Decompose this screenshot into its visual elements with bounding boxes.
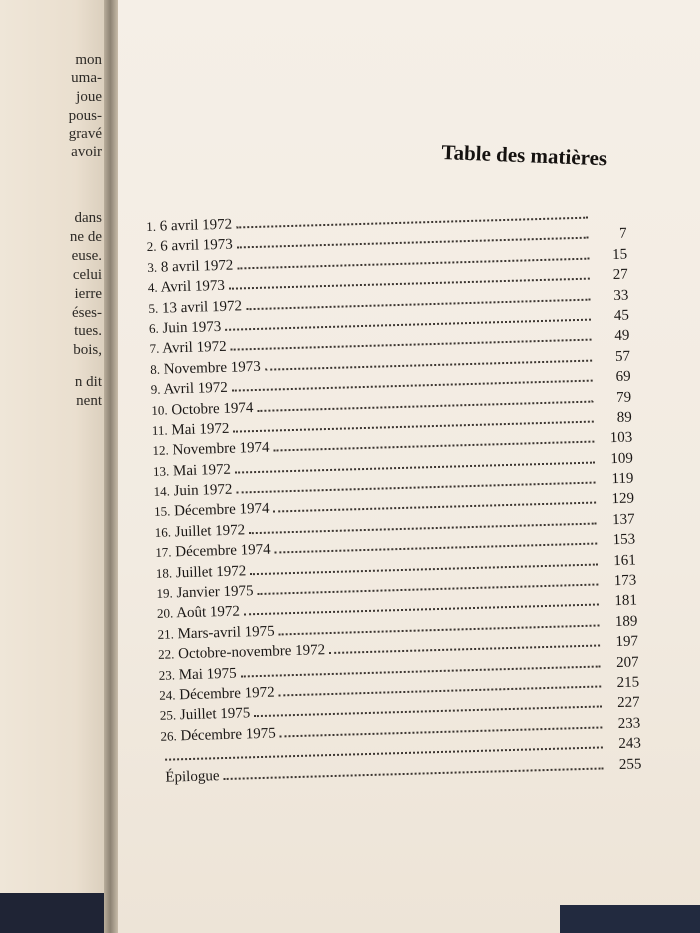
background-edge: [0, 893, 116, 933]
toc-entry-label: [152, 421, 230, 440]
left-page-line: tues.: [74, 323, 102, 339]
toc-entry-number: 25.: [159, 707, 177, 724]
book-gutter: [104, 0, 118, 933]
toc-entry-label: [161, 768, 219, 787]
toc-entry-label: [148, 298, 242, 318]
toc-entry-page: 233: [617, 715, 641, 732]
left-page-line: éses-: [72, 305, 102, 321]
toc-entry-page: 161: [613, 552, 636, 569]
dot-leader: [257, 400, 593, 411]
toc-entry-number: 1.: [146, 218, 157, 234]
left-page-line: pous-: [68, 108, 102, 124]
toc-entry-number: 9.: [150, 381, 161, 398]
dot-leader: [233, 420, 593, 432]
background-edge: [560, 905, 700, 933]
dot-leader: [225, 319, 591, 331]
toc-entry-number: 24.: [159, 687, 176, 703]
toc-entry-number: 20.: [156, 605, 174, 622]
dot-leader: [224, 767, 604, 780]
left-page-line: avoir: [71, 144, 102, 160]
dot-leader: [231, 339, 592, 351]
toc-entry-label: [155, 522, 246, 542]
toc-entry-title: Novembre 1974: [172, 439, 270, 459]
toc-entry-page: 109: [610, 450, 634, 467]
toc-title: Table des matières: [441, 140, 608, 171]
dot-leader: [246, 298, 590, 310]
toc-entry-number: 17.: [155, 544, 172, 561]
left-page-line: ne de: [69, 229, 102, 245]
toc-entry-title: Épilogue: [165, 767, 220, 786]
toc-entry-title: Mai 1972: [171, 420, 230, 439]
toc-entry-label: [156, 563, 247, 583]
left-page-line: joue: [76, 89, 102, 105]
toc-entry-title: Décembre 1974: [173, 501, 270, 520]
toc-entry-title: Janvier 1975: [176, 583, 254, 602]
toc-entry-number: 6.: [148, 320, 160, 336]
dot-leader: [254, 706, 601, 718]
toc-entry-label: [149, 319, 222, 338]
toc-entry-title: Avril 1973: [160, 277, 226, 296]
toc-entry-number: 14.: [153, 483, 171, 499]
dot-leader: [275, 543, 598, 554]
dot-leader: [329, 645, 600, 655]
left-page-line: ierre: [74, 286, 102, 302]
toc-entry-label: [152, 440, 269, 460]
toc-entry-title: Juillet 1972: [174, 522, 246, 541]
toc-entry-number: 16.: [154, 524, 172, 540]
left-page-line: celui: [72, 267, 102, 283]
toc-entry-page: 215: [616, 674, 640, 692]
toc-entry-label: [157, 604, 240, 623]
toc-entry-title: 8 avril 1972: [160, 257, 234, 276]
dot-leader: [235, 461, 595, 473]
toc-entry-page: 153: [612, 531, 636, 549]
dot-leader: [244, 604, 599, 616]
toc-entry-label: [153, 461, 231, 480]
toc-entry-title: Juillet 1975: [179, 705, 251, 724]
toc-entry-label: [151, 400, 253, 420]
toc-entry-title: 13 avril 1972: [161, 297, 243, 317]
toc-entry-page: 33: [613, 287, 629, 304]
toc-entry-page: 137: [611, 511, 635, 528]
left-page-line: dans: [74, 210, 102, 226]
left-page-line: nent: [76, 393, 102, 409]
toc-entry-label: [160, 725, 276, 745]
toc-entry-title: Juin 1972: [173, 481, 233, 500]
toc-entry-page: 243: [618, 735, 642, 753]
dot-leader: [265, 359, 592, 370]
toc-entry-number: 22.: [157, 646, 175, 663]
toc-entry-label: [147, 257, 233, 276]
left-page-line: n dit: [74, 374, 102, 390]
toc-entry-page: 49: [614, 327, 630, 345]
toc-entry-page: 15: [611, 246, 628, 263]
toc-entry-page: 79: [615, 389, 632, 406]
toc-entry-label: [147, 237, 233, 256]
toc-entry-label: [154, 501, 270, 521]
toc-entry-number: 3.: [147, 259, 158, 275]
toc-entry-title: Décembre 1974: [175, 541, 271, 561]
toc-entry-number: 26.: [160, 728, 177, 744]
toc-entry-title: Décembre 1975: [180, 725, 277, 745]
toc-entry-title: Août 1972: [175, 603, 241, 622]
toc-entry-title: Décembre 1972: [179, 684, 275, 704]
toc-entry-number: 13.: [152, 463, 170, 479]
toc-entry-label: [159, 665, 237, 684]
toc-entry-title: Juillet 1972: [175, 562, 247, 581]
dot-leader: [274, 441, 595, 452]
toc-entry-label: [149, 339, 226, 358]
toc-entry-number: 8.: [149, 361, 161, 377]
toc-entry-page: 103: [609, 429, 633, 447]
dot-leader: [236, 482, 595, 494]
toc-entry-title: 6 avril 1973: [160, 236, 233, 255]
toc-entry-title: Avril 1972: [162, 339, 227, 357]
toc-entry-label: [151, 380, 228, 399]
toc-entry-page: 197: [615, 633, 639, 651]
toc-entry-label: [150, 359, 261, 379]
toc-entry-title: Avril 1972: [163, 379, 228, 398]
toc-entry-number: 21.: [157, 626, 175, 642]
toc-entry-number: 11.: [151, 422, 168, 438]
toc-entry-page: 189: [614, 613, 638, 630]
toc-entry-label: [155, 542, 271, 562]
toc-entry-page: 45: [613, 307, 630, 324]
dot-leader: [274, 502, 597, 513]
toc-entry-label: [146, 217, 232, 236]
dot-leader: [237, 257, 589, 269]
toc-entry-label: [153, 482, 232, 501]
toc-entry-number: 15.: [153, 503, 171, 520]
toc-entry-page: [596, 218, 626, 219]
toc-entry-number: 12.: [152, 442, 169, 459]
dot-leader: [232, 380, 593, 392]
left-page-line: mon: [75, 52, 102, 68]
toc-entry-label: [159, 685, 275, 705]
toc-entry-title: Octobre-novembre 1972: [177, 642, 326, 663]
toc-entry-page: 181: [614, 592, 638, 610]
toc-entry-label: [158, 642, 325, 664]
toc-entry-label: [148, 278, 225, 297]
left-page-line: euse.: [71, 248, 102, 264]
dot-leader: [237, 237, 589, 249]
left-page-line: uma-: [71, 70, 102, 86]
toc-entry-number: 23.: [158, 666, 176, 683]
dot-leader: [249, 522, 596, 534]
toc-entry-title: Octobre 1974: [171, 399, 254, 418]
left-page-line: bois,: [73, 342, 102, 358]
toc-entry-page: 173: [613, 572, 637, 590]
toc-entry-title: Mars-avril 1975: [177, 623, 275, 643]
toc-entry-page: 27: [612, 266, 628, 284]
toc-entry-number: 7.: [149, 341, 160, 357]
dot-leader: [250, 563, 597, 575]
toc-entry-number: 10.: [151, 401, 168, 418]
dot-leader: [279, 685, 602, 696]
toc-entry-page: 129: [611, 490, 635, 508]
dot-leader: [279, 624, 600, 635]
toc-entry-page: 89: [616, 409, 632, 426]
toc-entry-title: 6 avril 1972: [159, 216, 233, 235]
dot-leader: [236, 217, 588, 229]
toc-entry-label: [156, 583, 254, 603]
toc-entry-number: 2.: [146, 239, 157, 255]
toc-entry-title: Mai 1972: [172, 461, 232, 480]
toc-entry-label: [160, 706, 251, 726]
toc-entry-label: [157, 623, 274, 643]
table-of-contents: [146, 206, 642, 790]
dot-leader: [241, 665, 601, 677]
toc-entry-page: 255: [618, 755, 642, 773]
toc-entry-number: 5.: [148, 300, 159, 316]
toc-entry-page: 227: [616, 694, 640, 712]
toc-entry-title: Juin 1973: [162, 318, 222, 337]
toc-entry-number: 4.: [147, 279, 158, 296]
dot-leader: [258, 584, 599, 596]
toc-entry-title: Novembre 1973: [163, 358, 261, 378]
dot-leader: [280, 726, 603, 737]
toc-entry-page: 57: [614, 348, 631, 365]
toc-entry-page: 119: [611, 470, 634, 488]
toc-entry-page: 207: [615, 654, 639, 671]
dot-leader: [229, 278, 590, 290]
left-page-line: gravé: [68, 126, 102, 142]
toc-entry-number: 18.: [155, 565, 173, 581]
left-page: [0, 0, 108, 895]
toc-entry-page: 69: [615, 368, 631, 386]
toc-entry-title: Mai 1975: [178, 665, 237, 683]
toc-entry-number: 19.: [156, 585, 173, 601]
toc-entry-page: 7: [618, 225, 627, 243]
